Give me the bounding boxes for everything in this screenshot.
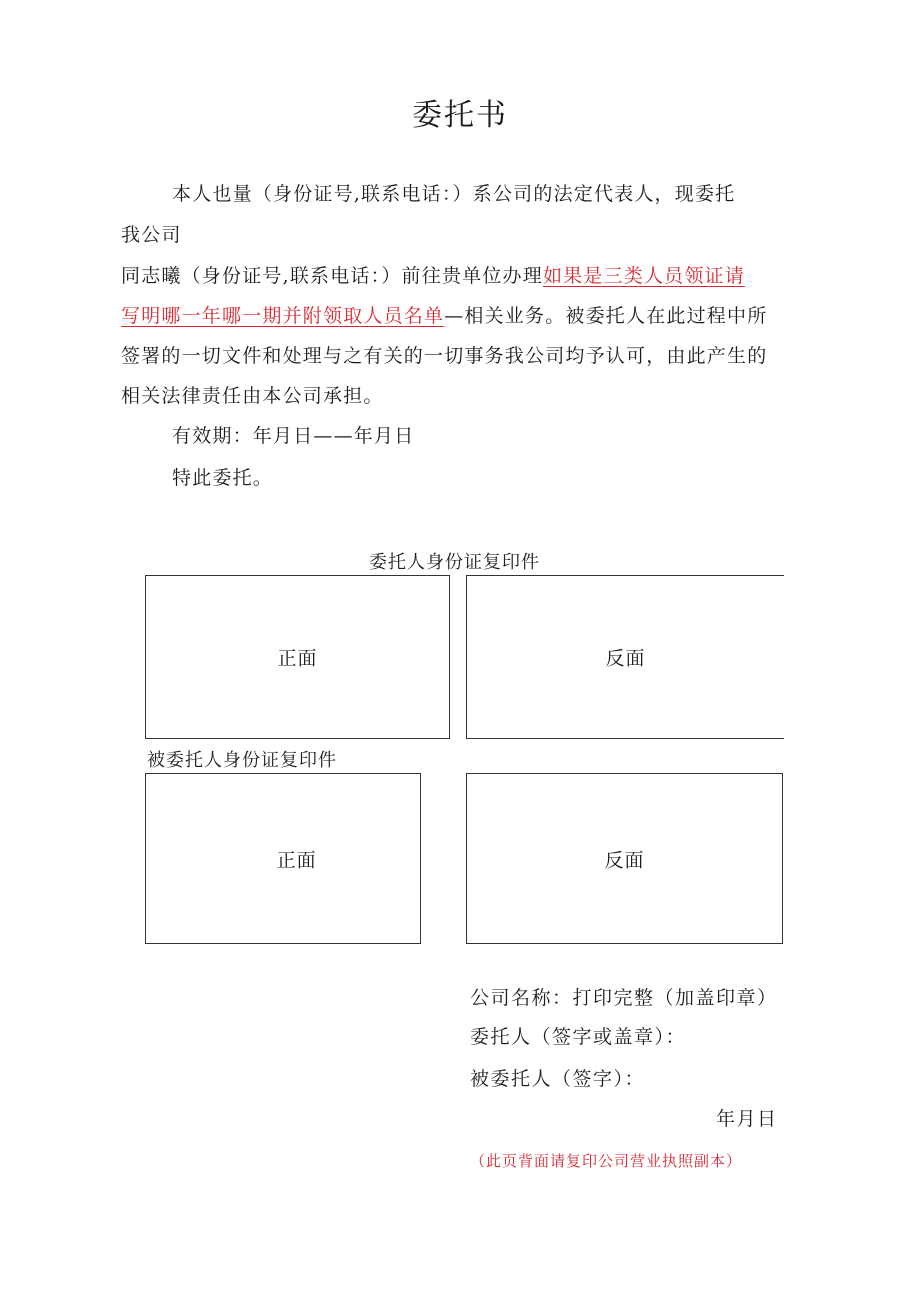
date-line: 年月日 — [716, 1108, 778, 1130]
document-title: 委托书 — [412, 98, 508, 133]
body-line-1: 本人也量（身份证号,联系电话：）系公司的法定代表人，现委托 — [172, 183, 736, 205]
company-name-line: 公司名称：打印完整（加盖印章） — [470, 987, 778, 1009]
principal-signature-line: 委托人（签字或盖章）： — [470, 1026, 687, 1048]
principal-id-caption: 委托人身份证复印件 — [369, 552, 540, 573]
front-label: 正面 — [277, 647, 318, 670]
agent-signature-line: 被委托人（签字）： — [470, 1068, 646, 1090]
principal-id-front-box — [145, 575, 450, 739]
agent-id-back-box — [466, 773, 783, 944]
body-line-3-text: 同志曦（身份证号,联系电话：）前往贵单位办理 — [121, 265, 543, 287]
body-line-4 — [121, 296, 767, 336]
body-line-3 — [121, 256, 745, 296]
body-line-2: 我公司 — [121, 224, 182, 246]
closing-text: 特此委托。 — [172, 467, 274, 489]
red-instruction-2: 写明哪一年哪一期并附领取人员名单 — [121, 305, 445, 327]
agent-id-caption: 被委托人身份证复印件 — [147, 750, 337, 771]
back-page-note: （此页背面请复印公司营业执照副本） — [470, 1152, 743, 1170]
principal-id-back-box — [466, 575, 784, 739]
body-line-6: 相关法律责任由本公司承担。 — [121, 385, 384, 407]
validity-period: 有效期：年月日——年月日 — [172, 425, 415, 447]
back-label: 反面 — [604, 849, 645, 871]
red-instruction-1: 如果是三类人员领证请 — [542, 265, 745, 287]
body-line-4-text: —相关业务。被委托人在此过程中所 — [444, 305, 768, 327]
agent-id-front-box — [145, 773, 421, 944]
body-line-5: 签署的一切文件和处理与之有关的一切事务我公司均予认可，由此产生的 — [121, 345, 768, 367]
front-label: 正面 — [276, 849, 317, 871]
back-label: 反面 — [605, 647, 646, 670]
